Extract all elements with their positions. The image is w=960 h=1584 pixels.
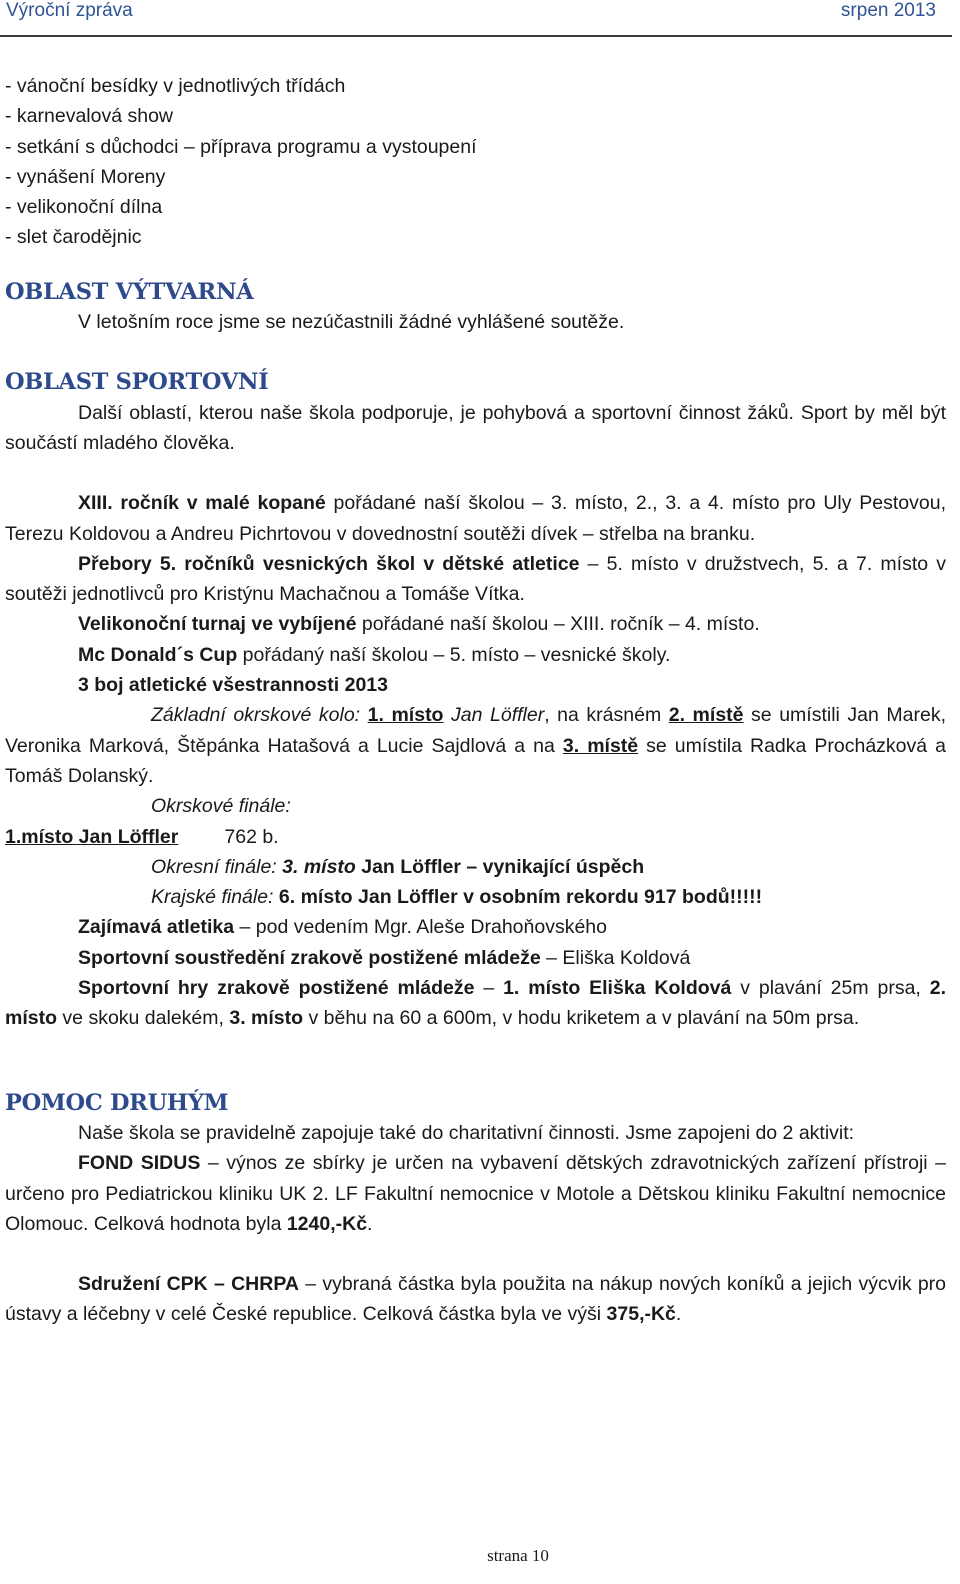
- list-item: - vynášení Moreny: [5, 165, 166, 188]
- paragraph-velikonocni: Velikonoční turnaj ve vybíjené pořádané naší školou – XIII. ročník – 4. místo.: [78, 613, 760, 636]
- paragraph-kopana: XIII. ročník v malé kopané pořádané naší školou – 3. místo, 2., 3. a 4. místo pro Uly Pestovou, Terezu Koldovou a Andreu Pichrtovou v dovednostní soutěži dívek – střelba na branku.: [5, 492, 946, 545]
- paragraph-zakladni-kolo: Základní okrskové kolo: 1. místo Jan Löffler, na krásném 2. místě se umístili Jan Marek, Veronika Marková, Štěpánka Hatašová a Lucie Sajdlová a na 3. místě se umístila Radka Procházková a Tomáš Dolanský.: [5, 704, 946, 787]
- list-item: - setkání s důchodci – příprava programu a vystoupení: [5, 135, 477, 158]
- section-heading-sportovni: OBLAST SPORTOVNÍ: [5, 369, 269, 396]
- paragraph-cpk: Sdružení CPK – CHRPA – vybraná částka byla použita na nákup nových koníků a jejich výcvik pro ústavy a léčebny v celé České republice. Celková částka byla ve výši 375,-Kč.: [5, 1273, 947, 1326]
- paragraph-mcdonald: Mc Donald´s Cup pořádaný naší školou – 5. místo – vesnické školy.: [78, 643, 671, 666]
- section-heading-pomoc: POMOC DRUHÝM: [5, 1089, 229, 1116]
- list-item: - slet čarodějnic: [5, 226, 142, 249]
- pomoc-intro: Naše škola se pravidelně zapojuje také do charitativní činnosti. Jsme zapojeni do 2 aktivit:: [78, 1121, 855, 1144]
- paragraph-soustredeni: Sportovní soustředění zrakově postižené mládeže – Eliška Koldová: [78, 946, 691, 969]
- header-title: Výroční zpráva: [6, 0, 133, 21]
- page-header: [0, 0, 952, 28]
- header-rule: [0, 35, 952, 37]
- list-item: - karnevalová show: [5, 105, 173, 128]
- paragraph-krajske: Krajské finále: 6. místo Jan Löffler v osobním rekordu 917 bodů!!!!!: [151, 886, 763, 909]
- paragraph-sidus: FOND SIDUS – výnos ze sbírky je určen na vybavení dětských zdravotnických zařízení přístroji – určeno pro Pediatrickou kliniku UK 2. LF Fakultní nemocnice v Motole a Dětskou kliniku Fakultní nemocnice Olomouc. Celková hodnota byla 1240,-Kč.: [5, 1152, 946, 1235]
- document-body: [5, 71, 946, 1330]
- page-number: strana 10: [487, 1546, 549, 1565]
- paragraph-prebory: Přebory 5. ročníků vesnických škol v dětské atletice – 5. místo v družstvech, 5. a 7. místo v soutěži jednotlivců pro Kristýnu Machačnou a Tomáše Vítka.: [5, 552, 946, 606]
- paragraph-trojboj: 3 boj atletické všestrannosti 2013: [78, 674, 388, 697]
- list-item: - vánoční besídky v jednotlivých třídách: [5, 75, 346, 97]
- list-item: - velikonoční dílna: [5, 196, 163, 219]
- paragraph-hry: Sportovní hry zrakově postižené mládeže – 1. místo Eliška Koldová v plavání 25m prsa, 2. místo ve skoku dalekém, 3. místo v běhu na 60 a 600m, v hodu kriketem a v plavání na 50m prsa.: [5, 977, 946, 1030]
- vytvarna-text: V letošním roce jsme se nezúčastnili žádné vyhlášené soutěže.: [78, 311, 625, 334]
- paragraph-okrskove-vysledek: 1.místo Jan Löffler 762 b.: [5, 825, 279, 848]
- header-date: srpen 2013: [840, 0, 936, 21]
- section-heading-vytvarna: OBLAST VÝTVARNÁ: [5, 278, 254, 305]
- paragraph-okresni: Okresní finále: 3. místo Jan Löffler – vynikající úspěch: [151, 855, 645, 878]
- paragraph-okrskove: Okrskové finále:: [151, 795, 291, 818]
- paragraph-zajimava: Zajímavá atletika – pod vedením Mgr. Aleše Drahoňovského: [78, 916, 607, 939]
- sportovni-intro: Další oblastí, kterou naše škola podporuje, je pohybová a sportovní činnost žáků. Sport by měl být součástí mladého člověka.: [5, 401, 946, 454]
